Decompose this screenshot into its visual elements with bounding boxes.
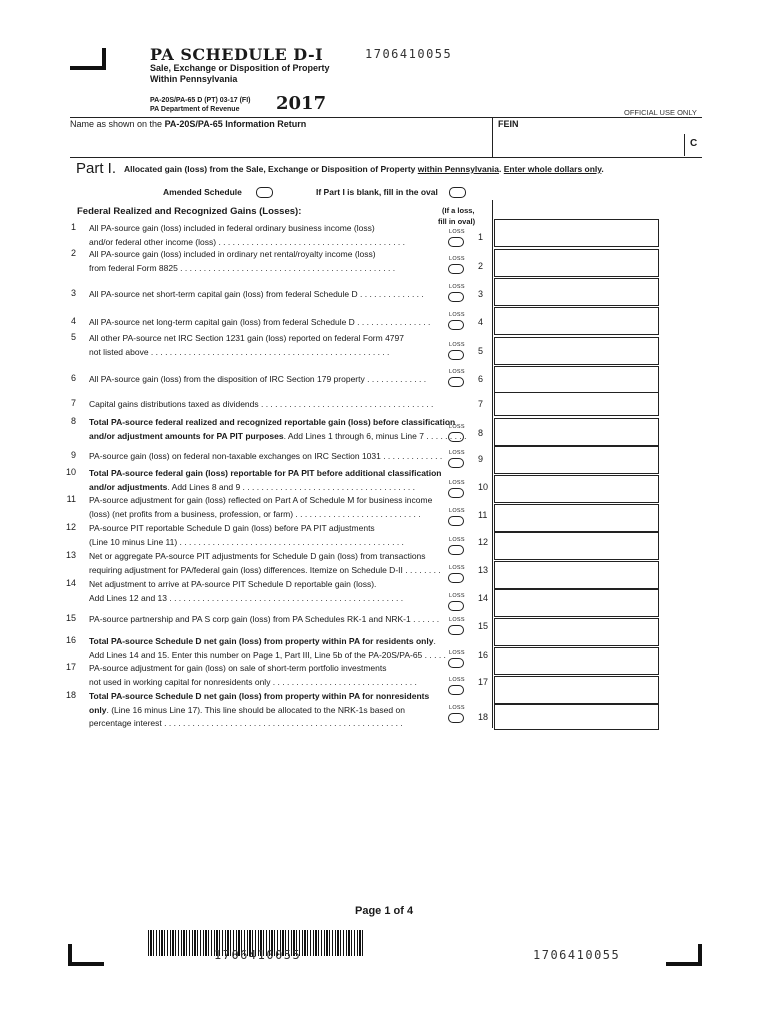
loss-label-14: LOSS	[449, 593, 465, 599]
line-5-text-2: not listed above . . . . . . . . . . . . . . . . . . . . . . . . . . . . . . . . . . . . . . . . . . . . . . . . . . .	[89, 346, 390, 357]
form-code: PA-20S/PA-65 D (PT) 03-17 (FI)	[150, 97, 251, 104]
scan-code-top: 1706410055	[365, 47, 453, 61]
line-number-18: 18	[66, 690, 77, 700]
part-description-u2: Enter whole dollars only	[503, 164, 602, 174]
loss-oval-13[interactable]	[448, 573, 464, 583]
amount-input-line-18[interactable]	[494, 704, 659, 730]
line-number-5: 5	[70, 332, 76, 342]
line-number-right-17: 17	[478, 677, 489, 687]
amount-input-line-8[interactable]	[494, 418, 659, 446]
loss-note-1: (If a loss,	[442, 206, 475, 215]
official-use-label: OFFICIAL USE ONLY	[624, 108, 697, 117]
line-11-text-2: (loss) (net profits from a business, profession, or farm) . . . . . . . . . . . . . . . . . . . . . . . . . . .	[89, 508, 421, 519]
form-subtitle-1: Sale, Exchange or Disposition of Property	[150, 63, 330, 73]
line-number-right-6: 6	[478, 374, 484, 384]
form-subtitle-2: Within Pennsylvania	[150, 74, 238, 84]
loss-label-17: LOSS	[449, 677, 465, 683]
page-number: Page 1 of 4	[355, 905, 414, 917]
line-12-text-2: (Line 10 minus Line 11) . . . . . . . . . . . . . . . . . . . . . . . . . . . . . . . . . . . . . . . . . . . . . . . .	[89, 536, 404, 547]
part-description-u1: within Pennsylvania	[417, 164, 500, 174]
line-8-description	[89, 416, 466, 443]
line-number-right-3: 3	[478, 289, 484, 299]
amount-input-line-15[interactable]	[494, 618, 659, 646]
registration-mark-bottom-right	[666, 944, 702, 966]
line-number-right-8: 8	[478, 428, 484, 438]
amount-input-line-7[interactable]	[494, 392, 659, 416]
loss-oval-11[interactable]	[448, 516, 464, 526]
line-number-right-11: 11	[478, 510, 488, 520]
amended-oval[interactable]	[256, 187, 273, 198]
line-number-9: 9	[70, 450, 76, 460]
line-9-description	[89, 450, 442, 464]
section-heading: Federal Realized and Recognized Gains (Losses):	[77, 206, 302, 217]
loss-oval-2[interactable]	[448, 264, 464, 274]
line-number-6: 6	[70, 373, 76, 383]
c-label: C	[690, 138, 698, 149]
loss-label-11: LOSS	[449, 508, 465, 514]
loss-note-2: fill in oval)	[438, 217, 476, 226]
part-description-c: .	[601, 164, 604, 174]
line-15-text-1: PA-source partnership and PA S corp gain (loss) from PA Schedules RK-1 and NRK-1 . . . . . .	[89, 614, 440, 624]
line-number-7: 7	[70, 398, 76, 408]
loss-label-3: LOSS	[449, 284, 465, 290]
line-14-text-1: Net adjustment to arrive at PA-source PIT Schedule D reportable gain (loss).	[89, 579, 377, 589]
line-number-10: 10	[66, 467, 77, 477]
amount-input-line-13[interactable]	[494, 561, 659, 589]
line-number-right-12: 12	[478, 537, 489, 547]
line-number-17: 17	[66, 662, 77, 672]
amount-input-line-17[interactable]	[494, 676, 659, 704]
scan-code-bottom-right: 1706410055	[533, 948, 621, 962]
line-17-description	[89, 662, 417, 689]
loss-oval-17[interactable]	[448, 685, 464, 695]
line-16-description	[89, 635, 446, 662]
line-number-2: 2	[70, 248, 76, 258]
loss-label-2: LOSS	[449, 256, 465, 262]
line-12-description	[89, 522, 404, 549]
loss-oval-1[interactable]	[448, 237, 464, 247]
line-1-text-1: All PA-source gain (loss) included in federal ordinary business income (loss)	[89, 223, 375, 233]
line-number-right-18: 18	[478, 712, 489, 722]
loss-label-4: LOSS	[449, 312, 465, 318]
loss-oval-8[interactable]	[448, 432, 464, 442]
amount-column-divider	[492, 200, 493, 728]
part-description-a: Allocated gain (loss) from the Sale, Exchange or Disposition of Property	[124, 164, 418, 174]
line-number-right-10: 10	[478, 482, 489, 492]
line-number-right-16: 16	[478, 650, 489, 660]
line-18-text-3: percentage interest . . . . . . . . . . . . . . . . . . . . . . . . . . . . . . . . . . . . . . . . . . . . . . . . . . .	[89, 718, 403, 729]
loss-oval-5[interactable]	[448, 350, 464, 360]
line-12-text-1: PA-source PIT reportable Schedule D gain (loss) before PA PIT adjustments	[89, 523, 375, 533]
name-label	[70, 119, 306, 129]
line-2-description	[89, 248, 395, 275]
line-8-text-2: and/or adjustment amounts for PA PIT purposes. Add Lines 1 through 6, minus Line 7 . . . . . . . . .	[89, 430, 467, 441]
amount-input-line-11[interactable]	[494, 504, 659, 532]
loss-label-16: LOSS	[449, 650, 465, 656]
line-6-text-1: All PA-source gain (loss) from the disposition of IRC Section 179 property . . . . . . . . . . . . .	[89, 374, 427, 384]
loss-oval-12[interactable]	[448, 545, 464, 555]
name-input[interactable]	[70, 130, 490, 156]
loss-oval-3[interactable]	[448, 292, 464, 302]
loss-oval-14[interactable]	[448, 601, 464, 611]
part-description-b: .	[499, 164, 504, 174]
line-3-text-1: All PA-source net short-term capital gain (loss) from federal Schedule D . . . . . . . . . . . . . .	[89, 289, 424, 299]
line-10-text-1: Total PA-source federal gain (loss) reportable for PA PIT before additional classification	[89, 468, 442, 478]
fein-divider	[492, 117, 493, 157]
line-number-14: 14	[66, 578, 77, 588]
amount-input-line-16[interactable]	[494, 647, 659, 675]
line-1-description	[89, 222, 405, 249]
name-label-text: Name as shown on the	[70, 119, 165, 129]
line-9-text-1: PA-source gain (loss) on federal non-taxable exchanges on IRC Section 1031 . . . . . . . . . . . . .	[89, 451, 443, 461]
department: PA Department of Revenue	[150, 106, 240, 113]
line-10-text-2: and/or adjustments. Add Lines 8 and 9 . . . . . . . . . . . . . . . . . . . . . . . . . . . . . . . . . . . . .	[89, 481, 415, 492]
line-11-description	[89, 494, 432, 521]
line-number-11: 11	[66, 494, 76, 504]
line-16-text-1: Total PA-source Schedule D net gain (loss) from property within PA for residents only.	[89, 636, 436, 646]
blank-label: If Part I is blank, fill in the oval	[316, 187, 438, 197]
part-description	[124, 164, 604, 174]
line-2-text-1: All PA-source gain (loss) included in ordinary net rental/royalty income (loss)	[89, 249, 376, 259]
loss-label-5: LOSS	[449, 342, 465, 348]
line-1-text-2: and/or federal other income (loss) . . . . . . . . . . . . . . . . . . . . . . . . . . . . . . . . . . . . . . . .	[89, 236, 406, 247]
line-number-right-4: 4	[478, 317, 484, 327]
line-4-description	[89, 316, 430, 330]
scan-code-bottom: 1706410055	[214, 948, 302, 962]
line-15-description	[89, 613, 439, 627]
line-2-text-2: from federal Form 8825 . . . . . . . . . . . . . . . . . . . . . . . . . . . . . . . . . . . . . . . . . . . . . .	[89, 262, 396, 273]
loss-oval-6[interactable]	[448, 377, 464, 387]
line-7-description	[89, 398, 433, 412]
loss-label-15: LOSS	[449, 617, 465, 623]
line-number-right-2: 2	[478, 261, 484, 271]
line-5-description	[89, 332, 404, 359]
registration-mark-top-left	[70, 48, 106, 70]
line-number-right-15: 15	[478, 621, 489, 631]
line-4-text-1: All PA-source net long-term capital gain (loss) from federal Schedule D . . . . . . . . . . . . . . . .	[89, 317, 431, 327]
loss-oval-9[interactable]	[448, 458, 464, 468]
line-number-right-14: 14	[478, 593, 489, 603]
line-5-text-1: All other PA-source net IRC Section 1231 gain (loss) reported on federal Form 4797	[89, 333, 404, 343]
line-number-8: 8	[70, 416, 76, 426]
line-7-text-1: Capital gains distributions taxed as dividends . . . . . . . . . . . . . . . . . . . . . . . . . . . . . . . . . . . . .	[89, 399, 434, 409]
loss-label-6: LOSS	[449, 369, 465, 375]
line-number-4: 4	[70, 316, 76, 326]
line-number-1: 1	[70, 222, 76, 232]
line-17-text-2: not used in working capital for nonresidents only . . . . . . . . . . . . . . . . . . . . . . . . . . . . . . .	[89, 676, 417, 687]
amount-input-line-1[interactable]	[494, 219, 659, 247]
line-number-15: 15	[66, 613, 77, 623]
amount-input-line-4[interactable]	[494, 307, 659, 335]
line-18-text-1: Total PA-source Schedule D net gain (loss) from property within PA for nonresidents	[89, 691, 430, 701]
amount-input-line-14[interactable]	[494, 589, 659, 617]
line-13-text-1: Net or aggregate PA-source PIT adjustments for Schedule D gain (loss) from transactions	[89, 551, 426, 561]
blank-oval[interactable]	[449, 187, 466, 198]
line-14-description	[89, 578, 403, 605]
amount-input-line-6[interactable]	[494, 366, 659, 394]
form-title: PA SCHEDULE D-I	[150, 45, 324, 64]
loss-label-8: LOSS	[449, 424, 465, 430]
line-18-description	[89, 690, 429, 731]
tax-year: 2017	[276, 93, 327, 114]
line-3-description	[89, 288, 424, 302]
line-6-description	[89, 373, 426, 387]
loss-label-10: LOSS	[449, 480, 465, 486]
line-17-text-1: PA-source adjustment for gain (loss) on sale of short-term portfolio investments	[89, 663, 387, 673]
line-number-right-13: 13	[478, 565, 489, 575]
line-number-right-1: 1	[478, 232, 484, 242]
header-rule	[70, 117, 702, 118]
line-number-16: 16	[66, 635, 77, 645]
line-number-3: 3	[70, 288, 76, 298]
loss-oval-18[interactable]	[448, 713, 464, 723]
amount-input-line-10[interactable]	[494, 475, 659, 503]
c-box[interactable]	[684, 134, 703, 156]
loss-oval-4[interactable]	[448, 320, 464, 330]
line-number-13: 13	[66, 550, 77, 560]
loss-label-12: LOSS	[449, 537, 465, 543]
amended-label: Amended Schedule	[163, 187, 242, 197]
loss-label-18: LOSS	[449, 705, 465, 711]
loss-oval-10[interactable]	[448, 488, 464, 498]
line-13-text-2: requiring adjustment for PA/federal gain (loss) differences. Itemize on Schedule D-II . . . . . . . .	[89, 564, 441, 575]
amount-input-line-2[interactable]	[494, 249, 659, 277]
amount-input-line-5[interactable]	[494, 337, 659, 365]
line-11-text-1: PA-source adjustment for gain (loss) reflected on Part A of Schedule M for business income	[89, 495, 433, 505]
line-16-text-2: Add Lines 14 and 15. Enter this number on Page 1, Part III, Line 5b of the PA-20S/PA-65 . . . . .	[89, 649, 446, 660]
line-8-text-1: Total PA-source federal realized and recognized reportable gain (loss) before classification	[89, 417, 456, 427]
line-13-description	[89, 550, 441, 577]
fein-label: FEIN	[498, 119, 519, 129]
registration-mark-bottom-left	[68, 944, 104, 966]
line-18-text-2: only. (Line 16 minus Line 17). This line should be allocated to the NRK-1s based on	[89, 704, 405, 715]
line-number-12: 12	[66, 522, 77, 532]
amount-input-line-9[interactable]	[494, 446, 659, 474]
fein-bottom-rule	[70, 157, 702, 158]
line-number-right-9: 9	[478, 454, 484, 464]
loss-label-9: LOSS	[449, 450, 465, 456]
line-10-description	[89, 467, 442, 494]
amount-input-line-12[interactable]	[494, 532, 659, 560]
name-label-bold: PA-20S/PA-65 Information Return	[164, 119, 307, 129]
line-14-text-2: Add Lines 12 and 13 . . . . . . . . . . . . . . . . . . . . . . . . . . . . . . . . . . . . . . . . . . . . . . . . . .	[89, 592, 404, 603]
loss-label-13: LOSS	[449, 565, 465, 571]
loss-label-1: LOSS	[449, 229, 465, 235]
loss-oval-16[interactable]	[448, 658, 464, 668]
loss-oval-15[interactable]	[448, 625, 464, 635]
fein-input[interactable]	[498, 130, 683, 156]
line-number-right-5: 5	[478, 346, 484, 356]
amount-input-line-3[interactable]	[494, 278, 659, 306]
part-title: Part I.	[76, 160, 117, 177]
line-number-right-7: 7	[478, 399, 484, 409]
